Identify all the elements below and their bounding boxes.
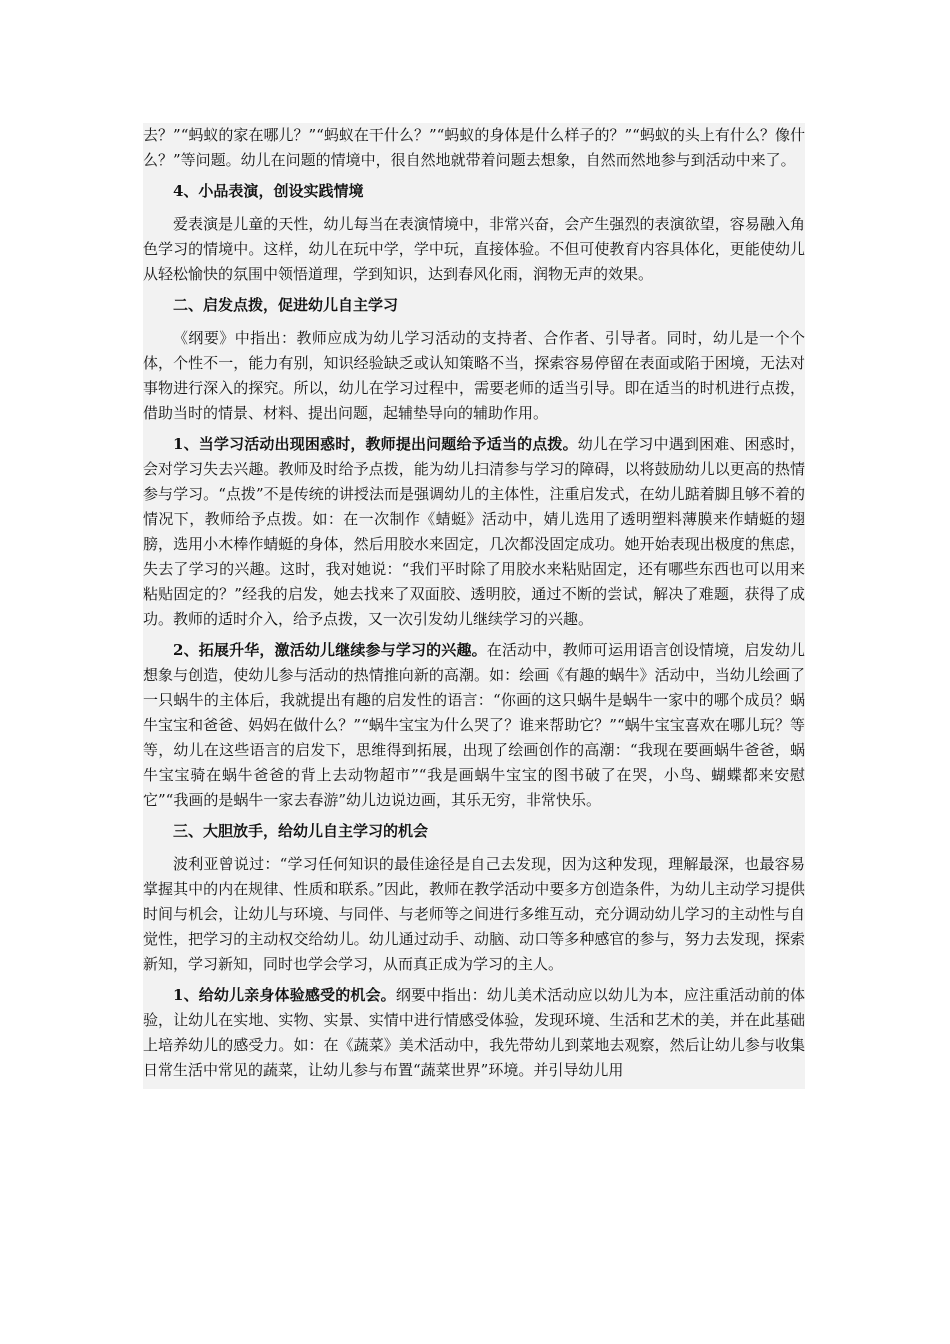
paragraph-lead: 1、给幼儿亲身体验感受的机会。	[173, 986, 396, 1004]
paragraph	[143, 852, 805, 977]
paragraph	[143, 432, 805, 632]
paragraph-text: 波利亚曾说过：“学习任何知识的最佳途径是自己去发现，因为这种发现，理解最深，也最容易掌握其中的内在规律、性质和联系。”因此，教师在教学活动中要多方创造条件，为幼儿主动学习提供时间与机会，让幼儿与环境、与同伴、与老师等之间进行多维互动，充分调动幼儿学习的主动性与自觉性，把学习的主动权交给幼儿。幼儿通过动手、动脑、动口等多种感官的参与，努力去发现，探索新知，学习新知，同时也学会学习，从而真正成为学习的主人。	[143, 855, 805, 973]
paragraph-text: 在活动中，教师可运用语言创设情境，启发幼儿想象与创造，使幼儿参与活动的热情推向新的高潮。如：绘画《有趣的蜗牛》活动中，当幼儿绘画了一只蜗牛的主体后，我就提出有趣的启发性的语言：“你画的这只蜗牛是蜗牛一家中的哪个成员？蜗牛宝宝和爸爸、妈妈在做什么？”“蜗牛宝宝为什么哭了？谁来帮助它？”“蜗牛宝宝喜欢在哪儿玩？等等，幼儿在这些语言的启发下，思维得到拓展，出现了绘画创作的高潮：“我现在要画蜗牛爸爸，蜗牛宝宝骑在蜗牛爸爸的背上去动物超市”“我是画蜗牛宝宝的图书破了在哭，小鸟、蝴蝶都来安慰它”“我画的是蜗牛一家去春游”幼儿边说边画，其乐无穷，非常快乐。	[143, 641, 805, 809]
paragraph-text: 纲要中指出：幼儿美术活动应以幼儿为本，应注重活动前的体验，让幼儿在实地、实物、实景、实情中进行情感受体验，发现环境、生活和艺术的美，并在此基础上培养幼儿的感受力。如：在《蔬菜》美术活动中，我先带幼儿到菜地去观察，然后让幼儿参与收集日常生活中常见的蔬菜，让幼儿参与布置“蔬菜世界”环境。并引导幼儿用	[143, 986, 805, 1079]
paragraph	[143, 983, 805, 1083]
paragraph	[143, 123, 805, 173]
paragraph-lead: 1、当学习活动出现困惑时，教师提出问题给予适当的点拨。	[173, 435, 578, 453]
paragraph-text: 去？”“蚂蚁的家在哪儿？”“蚂蚁在干什么？”“蚂蚁的身体是什么样子的？”“蚂蚁的头上有什么？像什么？”等问题。幼儿在问题的情境中，很自然地就带着问题去想象，自然而然地参与到活动中来了。	[143, 126, 805, 169]
paragraph-text: 幼儿在学习中遇到困难、困惑时，会对学习失去兴趣。教师及时给予点拨，能为幼儿扫清参与学习的障碍，以将鼓励幼儿以更高的热情参与学习。“点拨”不是传统的讲授法而是强调幼儿的主体性，注重启发式，在幼儿踮着脚且够不着的情况下，教师给予点拨。如：在一次制作《蜻蜓》活动中，婧儿选用了透明塑料薄膜来作蜻蜓的翅膀，选用小木棒作蜻蜓的身体，然后用胶水来固定，几次都没固定成功。她开始表现出极度的焦虑，失去了学习的兴趣。这时，我对她说：“我们平时除了用胶水来粘贴固定，还有哪些东西也可以用来粘贴固定的？”经我的启发，她去找来了双面胶、透明胶，通过不断的尝试，解决了难题，获得了成功。教师的适时介入，给予点拨，又一次引发幼儿继续学习的兴趣。	[143, 435, 805, 628]
paragraph	[143, 212, 805, 287]
paragraph-text: 爱表演是儿童的天性，幼儿每当在表演情境中，非常兴奋，会产生强烈的表演欲望，容易融入角色学习的情境中。这样，幼儿在玩中学，学中玩，直接体验。不但可使教育内容具体化，更能使幼儿从轻松愉快的氛围中领悟道理，学到知识，达到春风化雨，润物无声的效果。	[143, 215, 805, 283]
paragraph	[143, 638, 805, 813]
paragraph-lead: 2、拓展升华，激活幼儿继续参与学习的兴趣。	[173, 641, 487, 659]
section-heading: 4、小品表演，创设实践情境	[173, 182, 364, 200]
document-body	[143, 123, 805, 1089]
section-heading: 三、大胆放手，给幼儿自主学习的机会	[173, 822, 429, 840]
section-heading: 二、启发点拨，促进幼儿自主学习	[173, 296, 399, 314]
paragraph	[143, 326, 805, 426]
paragraph-text: 《纲要》中指出：教师应成为幼儿学习活动的支持者、合作者、引导者。同时，幼儿是一个个体，个性不一，能力有别，知识经验缺乏或认知策略不当，探索容易停留在表面或陷于困境，无法对事物进行深入的探究。所以，幼儿在学习过程中，需要老师的适当引导。即在适当的时机进行点拨，借助当时的情景、材料、提出问题，起辅垫导向的辅助作用。	[143, 329, 805, 422]
